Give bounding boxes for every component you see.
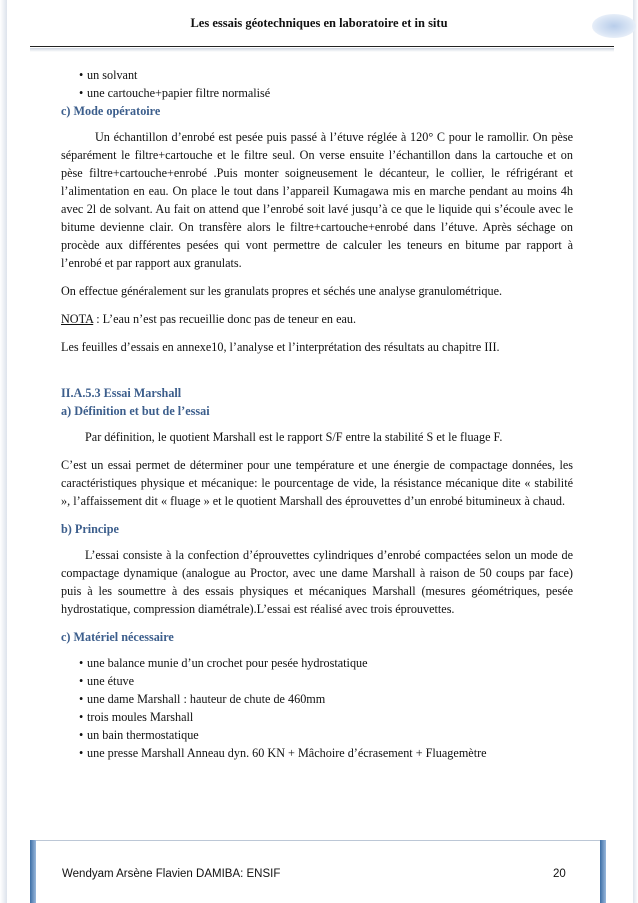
page-right-border bbox=[633, 0, 638, 903]
nota-text: : L’eau n’est pas recueillie donc pas de teneur en eau. bbox=[93, 312, 357, 326]
materiel-bullet-list bbox=[61, 654, 573, 762]
footer-left-bar bbox=[30, 840, 36, 903]
footer-right-bar bbox=[600, 840, 606, 903]
document-body bbox=[61, 66, 573, 762]
page-number: 20 bbox=[553, 868, 566, 880]
paragraph-definition: Par définition, le quotient Marshall est le rapport S/F entre la stabilité S et le fluage F. bbox=[85, 430, 503, 444]
header-title: Les essais géotechniques en laboratoire et in situ bbox=[190, 16, 448, 30]
page-left-border bbox=[0, 0, 7, 903]
list-item: • un bain thermostatique bbox=[61, 726, 573, 744]
paragraph-annexes: Les feuilles d’essais en annexe10, l’analyse et l’interprétation des résultats au chapitre III. bbox=[61, 340, 500, 354]
footer-author: Wendyam Arsène Flavien DAMIBA: ENSIF bbox=[62, 868, 281, 880]
paragraph-principe: L’essai consiste à la confection d’éprouvettes cylindriques d’enrobé compactées selon un mode de compactage dynamique (analogue au Proctor, avec une dame Marshall à raison de 50 coups par face) puis à les soumettre à des essais physiques et mécaniques Marshall (mesures géométriques, pesée hydrostatique, compression diamétrale).L’essai est réalisé avec trois éprouvettes. bbox=[61, 548, 573, 616]
intro-bullet-list bbox=[61, 66, 573, 102]
section-heading-mode-operatoire: c) Mode opératoire bbox=[61, 104, 161, 118]
list-item: • une presse Marshall Anneau dyn. 60 KN + Mâchoire d’écrasement + Fluagemètre bbox=[61, 744, 573, 762]
list-item: • une cartouche+papier filtre normalisé bbox=[61, 84, 573, 102]
subsection-heading-materiel: c) Matériel nécessaire bbox=[61, 630, 174, 644]
list-item: • une étuve bbox=[61, 672, 573, 690]
list-item: • un solvant bbox=[61, 66, 573, 84]
nota-label: NOTA bbox=[61, 312, 94, 326]
paragraph-granulometrie: On effectue généralement sur les granulats propres et séchés une analyse granulométrique. bbox=[61, 284, 503, 298]
nota-paragraph bbox=[61, 310, 573, 328]
header-shadow bbox=[30, 48, 614, 52]
list-item: • trois moules Marshall bbox=[61, 708, 573, 726]
paragraph-mode-operatoire: Un échantillon d’enrobé est pesée puis passé à l’étuve réglée à 120° C pour le ramollir. On pèse séparément le filtre+cartouche et le filtre seul. On verse ensuite l’échantillon dans la cartouche et on pèse filtre+cartouche+enrobé .Puis monter soigneusement le décanteur, le collier, le réfrigérant et l’alimentation en eau. On place le tout dans l’appareil Kumagawa mis en marche pendant au moins 4h avec 2l de solvant. Au fait on attend que l’enrobé soit lavé jusqu’à ce que le liquide qui s’écoule avec le bitume devienne clair. On transfère alors le filtre+cartouche+enrobé dans l’étuve. Après séchage on procède aux différentes pesées qui vont permettre de calculer les teneurs en bitume par rapport à l’enrobé et par rapport aux granulats. bbox=[61, 130, 573, 270]
subsection-heading-principe: b) Principe bbox=[61, 522, 119, 536]
header-rule bbox=[30, 46, 614, 47]
paragraph-essai: C’est un essai permet de déterminer pour une température et une énergie de compactage données, les caractéristiques physique et mécanique: le pourcentage de vide, la résistance mécanique dite « stabilité », l’affaissement dit « fluage » et le quotient Marshall des éprouvettes d’un enrobé bitumineux à chaud. bbox=[61, 458, 573, 508]
subsection-heading-definition: a) Définition et but de l’essai bbox=[61, 404, 210, 418]
section-heading-marshall: II.A.5.3 Essai Marshall bbox=[61, 386, 182, 400]
list-item: • une dame Marshall : hauteur de chute de 460mm bbox=[61, 690, 573, 708]
list-item: • une balance munie d’un crochet pour pesée hydrostatique bbox=[61, 654, 573, 672]
header-decoration bbox=[592, 14, 636, 38]
footer-rule bbox=[36, 840, 600, 841]
